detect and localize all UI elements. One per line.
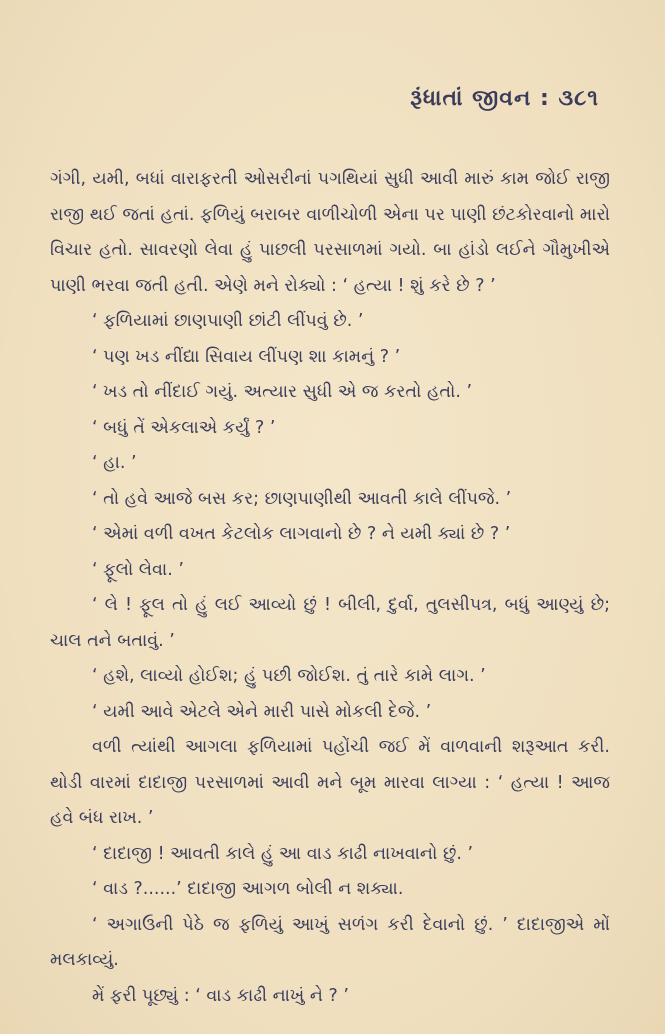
dialogue-line: ‘ ફૂલો લેવા. ’ [92, 559, 184, 580]
dialogue-line: ‘ એમાં વળી વખત કેટલોક લાગવાનો છે ? ને યમી ક્યાં છે ? ’ [92, 524, 511, 544]
dialogue-line: ‘ હા. ’ [92, 453, 137, 473]
dialogue-line: ‘ ખડ તો નીંદાઈ ગયું. અત્યાર સુધી એ જ કરતો હતો. ’ [92, 382, 473, 402]
paragraph: મેં ફરી પૂછ્યું : ‘ વાડ કાઢી નાખું ને ? ’ [92, 985, 349, 1006]
dialogue-line: ‘ લે ! ફૂલ તો હું લઈ આવ્યો છું ! બીલી, દુર્વા, તુલસીપત્ર, બધું આણ્યું છે; ચાલ તને બતાવું. ’ [50, 595, 610, 651]
paragraph: ગંગી, યમી, બધાં વારાફરતી ઓસરીનાં પગથિયાં સુધી આવી મારું કામ જોઈ રાજી રાજી થઈ જતાં હતાં. ફળિયું બરાબર વાળીચોળી એના પર પાણી છંટકોરવાનો મારો વિચાર હતો. સાવરણો લેવા હું પાછલી પરસાળમાં ગયો. બા હાંડો લઈને ગૌમુખીએ પાણી ભરવા જતી હતી. એણે મને રોક્યો : ‘ હત્યા ! શું કરે છે ? ’ [50, 169, 610, 296]
dialogue-line: ‘ દાદાજી ! આવતી કાલે હું આ વાડ કાઢી નાખવાનો છું. ’ [92, 843, 474, 864]
paragraph: વળી ત્યાંથી આગલા ફળિયામાં પહોંચી જઈ મેં વાળવાની શરૂઆત કરી. થોડી વારમાં દાદાજી પરસાળમાં આવી મને બૂમ મારવા લાગ્યા : ‘ હત્યા ! આજ હવે બંધ રાખ. ’ [50, 737, 610, 828]
dialogue-line: ‘ વાડ ?......’ દાદાજી આગળ બોલી ન શક્યા. [92, 879, 404, 899]
dialogue-line: ‘ યમી આવે એટલે એને મારી પાસે મોકલી દેજે. ’ [92, 701, 432, 722]
dialogue-line: ‘ તો હવે આજે બસ કર; છાણપાણીથી આવતી કાલે લીંપજે. ’ [92, 488, 512, 509]
dialogue-line: ‘ બધું તેં એકલાએ કર્યું ? ’ [92, 417, 276, 438]
dialogue-line: ‘ હશે, લાવ્યો હોઈશ; હું પછી જોઈશ. તું તારે કામે લાગ. ’ [92, 666, 486, 686]
dialogue-line: ‘ ફળિયામાં છાણપાણી છાંટી લીંપવું છે. ’ [92, 311, 364, 331]
dialogue-line: ‘ પણ ખડ નીંદ્યા સિવાય લીંપણ શા કામનું ? ’ [92, 346, 401, 367]
running-head: રૂંધાતાં જીવન : ૩૮૧ [410, 86, 599, 111]
dialogue-line: ‘ અગાઉની પેઠે જ ફળિયું આખું સળંગ કરી દેવાનો છું. ’ દાદાજીએ મોં મલકાવ્યું. [50, 914, 610, 970]
body-text [50, 162, 610, 1014]
